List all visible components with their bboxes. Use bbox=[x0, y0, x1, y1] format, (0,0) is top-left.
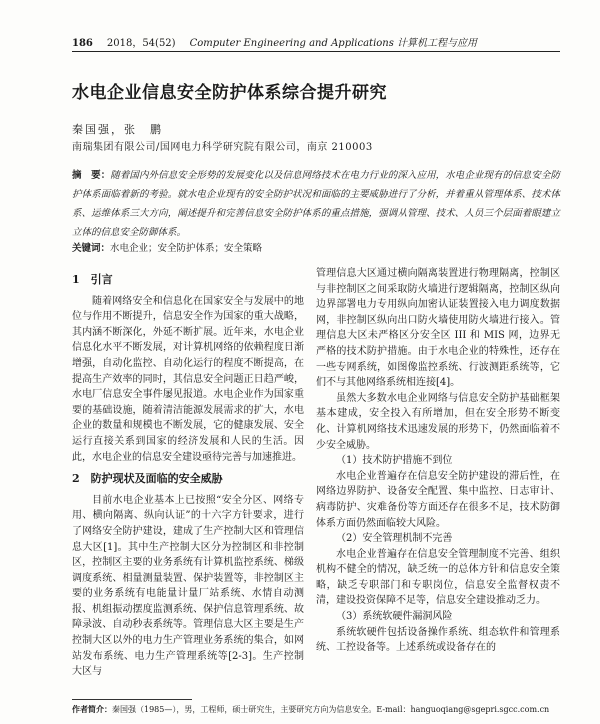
keywords-label: 关键词： bbox=[72, 243, 111, 254]
footnote-text: 秦国强（1985—），男，工程师，硕士研究生，主要研究方向为信息安全。E-mail：hanguoqiang@sgepri.sgcc.com.cn bbox=[112, 705, 550, 714]
section-heading-introduction: 1 引言 bbox=[72, 273, 113, 286]
volume-issue: 2018，54(52) bbox=[106, 38, 176, 49]
page-number: 186 bbox=[72, 38, 93, 49]
keywords bbox=[72, 240, 560, 254]
article-title: 水电企业信息安全防护体系综合提升研究 bbox=[72, 83, 387, 103]
footnote-label: 作者简介： bbox=[72, 704, 112, 714]
header-rule bbox=[72, 51, 560, 52]
running-header bbox=[72, 34, 560, 50]
subheading: （1）技术防护措施不到位 bbox=[336, 455, 453, 467]
keywords-text: 水电企业；安全防护体系；安全策略 bbox=[110, 243, 263, 254]
right-column bbox=[316, 266, 560, 656]
paragraph: 虽然大多数水电企业网络与信息安全防护基础框架基本建成，安全投入有所增加，但在安全形势不断变化、计算机网络技术迅速发展的形势下，仍然面临着不少安全威胁。 bbox=[316, 392, 560, 451]
left-column bbox=[72, 266, 304, 680]
paragraph: 目前水电企业基本上已按照“安全分区、网络专用、横向隔离、纵向认证”的十六字方针要求，进行了网络安全防护建设，建成了生产控制大区和管理信息大区[1]。其中生产控制大区分为控制区和非控制区，控制区主要的业务系统有计算机监控系统、梯级调度系统、相量测量装置、保护装置等，非控制区主要的业务系统有电能量计量厂站系统、水情自动测报、机组振动摆度监测系统、保护信息管理系统、故障录波、自动秒表系统等。管理信息大区主要是生产控制大区以外的电力生产管理业务系统的集合，如网站发布系统、电力生产管理系统等[2-3]。生产控制大区与 bbox=[72, 494, 304, 678]
paragraph: 系统软硬件包括设备操作系统、组态软件和管理系统、工控设备等。上述系统或设备存在的 bbox=[316, 626, 560, 654]
abstract-text: 随着国内外信息安全形势的发展变化以及信息网络技术在电力行业的深入应用，水电企业现有的信息安全防护体系面临着新的考验。就水电企业现有的安全防护状况和面临的主要威胁进行了分析，并着重从管理体系、技术体系、运维体系三大方向，阐述提升和完善信息安全防护体系的重点措施，强调从管理、技术、人员三个层面着眼建立立体的信息安全防御体系。 bbox=[72, 170, 560, 238]
footnote-rule bbox=[72, 699, 192, 700]
abstract-label: 摘 要： bbox=[72, 170, 111, 181]
article-affiliation: 南瑞集团有限公司/国网电力科学研究院有限公司，南京 210003 bbox=[72, 142, 373, 153]
paragraph: 水电企业普遍存在信息安全防护建设的滞后性，在网络边界防护、设备安全配置、集中监控、日志审计、病毒防护、灾难备份等方面还存在很多不足，技术防御体系方面仍然面临较大风险。 bbox=[316, 470, 560, 529]
paragraph: 管理信息大区通过横向隔离装置进行物理隔离，控制区与非控制区之间采取防火墙进行逻辑隔离，控制区纵向边界部署电力专用纵向加密认证装置接入电力调度数据网，非控制区纵向出口防火墙使用防火墙进行接入。管理信息大区未严格区分安全区 III 和 MIS 网，边界无严格的技术防护措施。由于水电企业的特殊性，还存在一些专网系统，如图像监控系统、行波测距系统等，它们不与其他网络系统相连接[4]。 bbox=[316, 268, 560, 389]
section-heading-status: 2 防护现状及面临的安全威胁 bbox=[72, 472, 223, 486]
abstract bbox=[72, 166, 560, 242]
paragraph: 水电企业普遍存在信息安全管理制度不完善、组织机构不健全的情况，缺乏统一的总体方针和信息安全策略，缺乏专职部门和专职岗位，信息安全监督权责不清，建设投资保障不足等，信息安全建设推动乏力。 bbox=[316, 548, 560, 607]
article-authors: 秦国强，张 鹏 bbox=[72, 123, 163, 136]
subheading: （2）安全管理机制不完善 bbox=[336, 533, 453, 545]
journal-name: Computer Engineering and Applications 计算机工程与应用 bbox=[189, 38, 478, 49]
subheading: （3）系统软硬件漏洞风险 bbox=[336, 611, 453, 623]
paragraph: 随着网络安全和信息化在国家安全与发展中的地位与作用不断提升，信息安全作为国家的重大战略，其内涵不断深化，外延不断扩展。近年来，水电企业信息化水平不断发展，对计算机网络的依赖程度日渐增强，自动化监控、自动化运行的程度不断提高，在提高生产效率的同时，其信息安全问题正日趋严峻，水电厂信息安全事件屡见报道。水电企业作为国家重要的基础设施，随着清洁能源发展需求的扩大，水电企业的数量和规模也不断发展，它的健康发展、安全运行直接关系到国家的经济发展和人民的生活。因此，水电企业的信息安全建设亟待完善与加速推进。 bbox=[72, 295, 304, 463]
author-footnote bbox=[72, 704, 560, 715]
